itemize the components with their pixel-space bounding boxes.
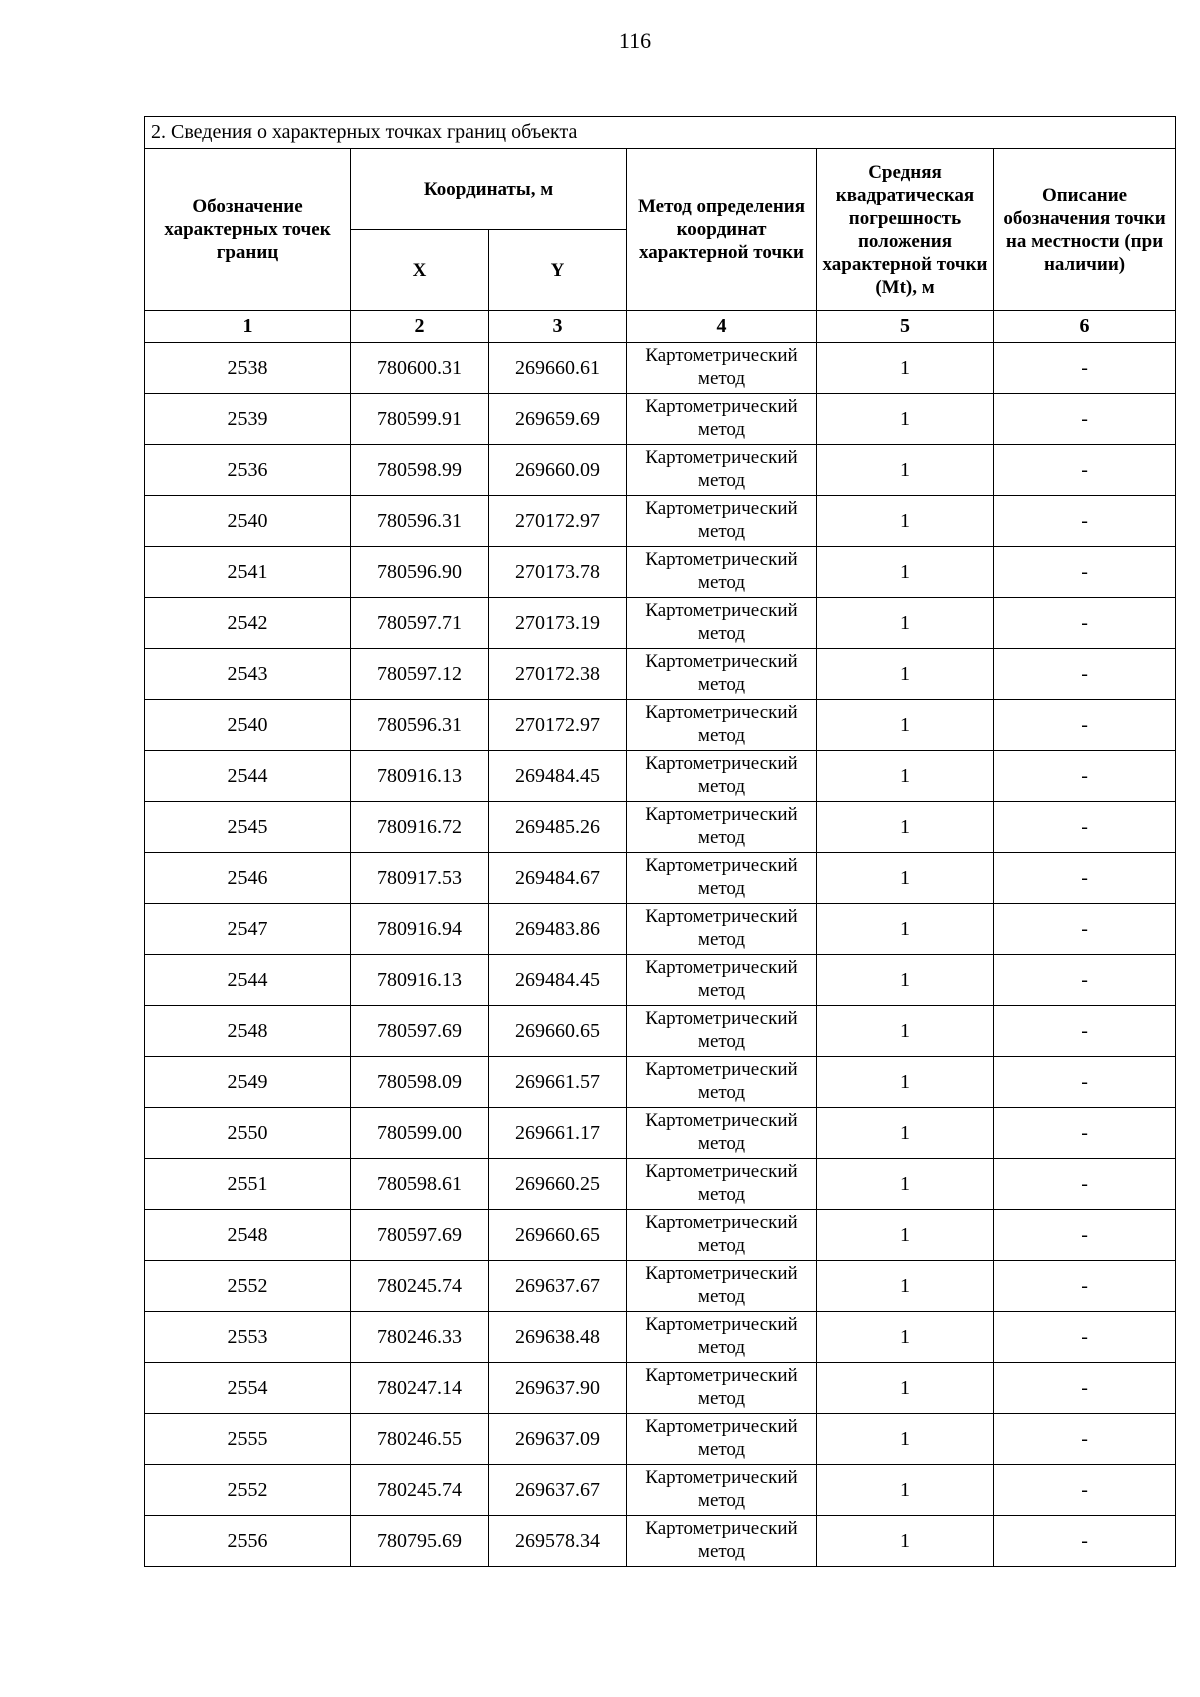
method-cell [627,547,817,598]
table-row [145,1414,1176,1465]
description-cell: - [994,598,1176,649]
y-coordinate-cell: 269484.45 [489,751,627,802]
method-line-2: метод [697,1286,746,1307]
description-cell: - [994,853,1176,904]
x-coordinate-cell: 780245.74 [351,1261,489,1312]
method-cell [627,1261,817,1312]
method-line-2: метод [697,929,746,950]
method-cell [627,394,817,445]
header-point-designation: Обозначение характерных точек границ [145,149,351,311]
method-line-2: метод [697,1133,746,1154]
method-line-1: Картометрический [645,1110,798,1131]
accuracy-cell: 1 [817,1108,994,1159]
y-coordinate-cell: 269578.34 [489,1516,627,1567]
table-row [145,1006,1176,1057]
y-coordinate-cell: 269485.26 [489,802,627,853]
y-coordinate-cell: 269484.67 [489,853,627,904]
method-line-1: Картометрический [645,702,798,723]
x-coordinate-cell: 780597.12 [351,649,489,700]
method-line-1: Картометрический [645,855,798,876]
description-cell: - [994,394,1176,445]
point-cell: 2544 [145,955,351,1006]
x-coordinate-cell: 780916.13 [351,955,489,1006]
table-body [145,343,1176,1567]
method-line-1: Картометрический [645,1314,798,1335]
method-line-2: метод [697,674,746,695]
point-cell: 2536 [145,445,351,496]
method-line-2: метод [697,623,746,644]
method-line-1: Картометрический [645,1263,798,1284]
header-x: X [351,230,489,311]
method-line-1: Картометрический [645,498,798,519]
method-line-1: Картометрический [645,906,798,927]
x-coordinate-cell: 780246.55 [351,1414,489,1465]
y-coordinate-cell: 269660.65 [489,1006,627,1057]
accuracy-cell: 1 [817,1006,994,1057]
x-coordinate-cell: 780916.72 [351,802,489,853]
header-accuracy: Средняя квадратическая погрешность положения характерной точки (Mt), м [817,149,994,311]
method-line-2: метод [697,1337,746,1358]
method-cell [627,1108,817,1159]
accuracy-cell: 1 [817,598,994,649]
point-cell: 2549 [145,1057,351,1108]
method-cell [627,1414,817,1465]
description-cell: - [994,445,1176,496]
x-coordinate-cell: 780596.31 [351,496,489,547]
description-cell: - [994,1006,1176,1057]
method-line-2: метод [697,1235,746,1256]
description-cell: - [994,802,1176,853]
method-line-2: метод [697,1490,746,1511]
column-number: 2 [351,311,489,343]
method-line-1: Картометрический [645,1416,798,1437]
description-cell: - [994,1414,1176,1465]
method-line-1: Картометрический [645,1059,798,1080]
method-cell [627,1465,817,1516]
description-cell: - [994,1363,1176,1414]
table-row [145,802,1176,853]
point-cell: 2554 [145,1363,351,1414]
accuracy-cell: 1 [817,802,994,853]
method-line-2: метод [697,521,746,542]
method-line-2: метод [697,572,746,593]
accuracy-cell: 1 [817,751,994,802]
description-cell: - [994,955,1176,1006]
point-cell: 2542 [145,598,351,649]
point-cell: 2548 [145,1210,351,1261]
method-line-2: метод [697,368,746,389]
accuracy-cell: 1 [817,1516,994,1567]
x-coordinate-cell: 780598.61 [351,1159,489,1210]
table-row [145,1261,1176,1312]
table-row [145,1108,1176,1159]
y-coordinate-cell: 269661.17 [489,1108,627,1159]
y-coordinate-cell: 269637.09 [489,1414,627,1465]
point-cell: 2545 [145,802,351,853]
method-cell [627,700,817,751]
y-coordinate-cell: 269660.65 [489,1210,627,1261]
accuracy-cell: 1 [817,649,994,700]
header-description: Описание обозначения точки на местности (при наличии) [994,149,1176,311]
method-cell [627,649,817,700]
table-row [145,1057,1176,1108]
point-cell: 2556 [145,1516,351,1567]
column-number: 6 [994,311,1176,343]
method-cell [627,343,817,394]
x-coordinate-cell: 780916.94 [351,904,489,955]
x-coordinate-cell: 780597.69 [351,1210,489,1261]
table-row [145,343,1176,394]
y-coordinate-cell: 269483.86 [489,904,627,955]
point-cell: 2553 [145,1312,351,1363]
x-coordinate-cell: 780247.14 [351,1363,489,1414]
y-coordinate-cell: 270173.19 [489,598,627,649]
method-line-2: метод [697,470,746,491]
accuracy-cell: 1 [817,1057,994,1108]
point-cell: 2551 [145,1159,351,1210]
method-line-1: Картометрический [645,1365,798,1386]
y-coordinate-cell: 269659.69 [489,394,627,445]
column-number: 3 [489,311,627,343]
point-cell: 2544 [145,751,351,802]
accuracy-cell: 1 [817,1363,994,1414]
method-line-1: Картометрический [645,600,798,621]
boundary-points-table [144,116,1176,1567]
method-cell [627,1210,817,1261]
header-method: Метод определения координат характерной точки [627,149,817,311]
method-line-1: Картометрический [645,396,798,417]
accuracy-cell: 1 [817,955,994,1006]
accuracy-cell: 1 [817,394,994,445]
method-line-1: Картометрический [645,345,798,366]
point-cell: 2539 [145,394,351,445]
accuracy-cell: 1 [817,1210,994,1261]
point-cell: 2552 [145,1465,351,1516]
method-cell [627,496,817,547]
method-cell [627,853,817,904]
accuracy-cell: 1 [817,445,994,496]
accuracy-cell: 1 [817,1261,994,1312]
table-row [145,955,1176,1006]
description-cell: - [994,547,1176,598]
method-line-1: Картометрический [645,804,798,825]
y-coordinate-cell: 270173.78 [489,547,627,598]
method-line-1: Картометрический [645,957,798,978]
method-line-2: метод [697,878,746,899]
accuracy-cell: 1 [817,700,994,751]
y-coordinate-cell: 269484.45 [489,955,627,1006]
y-coordinate-cell: 270172.97 [489,496,627,547]
x-coordinate-cell: 780597.69 [351,1006,489,1057]
x-coordinate-cell: 780795.69 [351,1516,489,1567]
x-coordinate-cell: 780596.31 [351,700,489,751]
x-coordinate-cell: 780599.91 [351,394,489,445]
method-line-1: Картометрический [645,549,798,570]
table-row [145,1516,1176,1567]
method-line-1: Картометрический [645,1161,798,1182]
description-cell: - [994,1210,1176,1261]
table-row [145,496,1176,547]
point-cell: 2552 [145,1261,351,1312]
point-cell: 2543 [145,649,351,700]
method-line-1: Картометрический [645,1008,798,1029]
description-cell: - [994,1465,1176,1516]
point-cell: 2541 [145,547,351,598]
page-number: 116 [618,28,652,53]
method-line-1: Картометрический [645,1212,798,1233]
table-row [145,649,1176,700]
x-coordinate-cell: 780245.74 [351,1465,489,1516]
accuracy-cell: 1 [817,853,994,904]
table-row [145,751,1176,802]
table-row [145,1465,1176,1516]
table-row [145,1210,1176,1261]
method-line-2: метод [697,1082,746,1103]
table-row [145,1312,1176,1363]
method-line-1: Картометрический [645,447,798,468]
method-line-2: метод [697,776,746,797]
accuracy-cell: 1 [817,904,994,955]
y-coordinate-cell: 270172.38 [489,649,627,700]
description-cell: - [994,649,1176,700]
point-cell: 2550 [145,1108,351,1159]
x-coordinate-cell: 780598.99 [351,445,489,496]
table-row [145,547,1176,598]
header-y: Y [489,230,627,311]
point-cell: 2555 [145,1414,351,1465]
accuracy-cell: 1 [817,1465,994,1516]
method-cell [627,1057,817,1108]
description-cell: - [994,496,1176,547]
column-number: 4 [627,311,817,343]
point-cell: 2547 [145,904,351,955]
method-line-2: метод [697,1439,746,1460]
table-row [145,853,1176,904]
table-row [145,445,1176,496]
method-line-2: метод [697,725,746,746]
y-coordinate-cell: 269637.67 [489,1465,627,1516]
accuracy-cell: 1 [817,1414,994,1465]
method-line-1: Картометрический [645,651,798,672]
description-cell: - [994,1108,1176,1159]
method-line-2: метод [697,1031,746,1052]
table-row [145,1159,1176,1210]
y-coordinate-cell: 269660.25 [489,1159,627,1210]
method-cell [627,445,817,496]
method-line-2: метод [697,1184,746,1205]
column-number: 5 [817,311,994,343]
accuracy-cell: 1 [817,343,994,394]
method-line-1: Картометрический [645,753,798,774]
y-coordinate-cell: 269661.57 [489,1057,627,1108]
description-cell: - [994,904,1176,955]
description-cell: - [994,1312,1176,1363]
description-cell: - [994,1261,1176,1312]
method-cell [627,1006,817,1057]
x-coordinate-cell: 780917.53 [351,853,489,904]
accuracy-cell: 1 [817,496,994,547]
method-cell [627,1159,817,1210]
method-line-2: метод [697,1388,746,1409]
accuracy-cell: 1 [817,547,994,598]
y-coordinate-cell: 269637.67 [489,1261,627,1312]
method-line-2: метод [697,980,746,1001]
point-cell: 2548 [145,1006,351,1057]
description-cell: - [994,700,1176,751]
method-cell [627,955,817,1006]
method-cell [627,904,817,955]
x-coordinate-cell: 780598.09 [351,1057,489,1108]
y-coordinate-cell: 269638.48 [489,1312,627,1363]
description-cell: - [994,1159,1176,1210]
table-row [145,394,1176,445]
method-cell [627,802,817,853]
accuracy-cell: 1 [817,1312,994,1363]
method-cell [627,598,817,649]
y-coordinate-cell: 270172.97 [489,700,627,751]
method-line-2: метод [697,419,746,440]
header-coordinates: Координаты, м [351,149,627,230]
table-row [145,1363,1176,1414]
y-coordinate-cell: 269660.61 [489,343,627,394]
x-coordinate-cell: 780246.33 [351,1312,489,1363]
table-row [145,598,1176,649]
method-cell [627,1363,817,1414]
x-coordinate-cell: 780600.31 [351,343,489,394]
point-cell: 2540 [145,700,351,751]
description-cell: - [994,1057,1176,1108]
method-cell [627,1516,817,1567]
section-title: 2. Сведения о характерных точках границ объекта [145,117,1176,149]
table-row [145,904,1176,955]
description-cell: - [994,751,1176,802]
method-cell [627,1312,817,1363]
x-coordinate-cell: 780597.71 [351,598,489,649]
x-coordinate-cell: 780599.00 [351,1108,489,1159]
accuracy-cell: 1 [817,1159,994,1210]
method-line-2: метод [697,1541,746,1562]
table-row [145,700,1176,751]
x-coordinate-cell: 780596.90 [351,547,489,598]
method-cell [627,751,817,802]
x-coordinate-cell: 780916.13 [351,751,489,802]
description-cell: - [994,1516,1176,1567]
point-cell: 2538 [145,343,351,394]
method-line-2: метод [697,827,746,848]
point-cell: 2546 [145,853,351,904]
method-line-1: Картометрический [645,1518,798,1539]
description-cell: - [994,343,1176,394]
column-number: 1 [145,311,351,343]
method-line-1: Картометрический [645,1467,798,1488]
y-coordinate-cell: 269637.90 [489,1363,627,1414]
y-coordinate-cell: 269660.09 [489,445,627,496]
point-cell: 2540 [145,496,351,547]
